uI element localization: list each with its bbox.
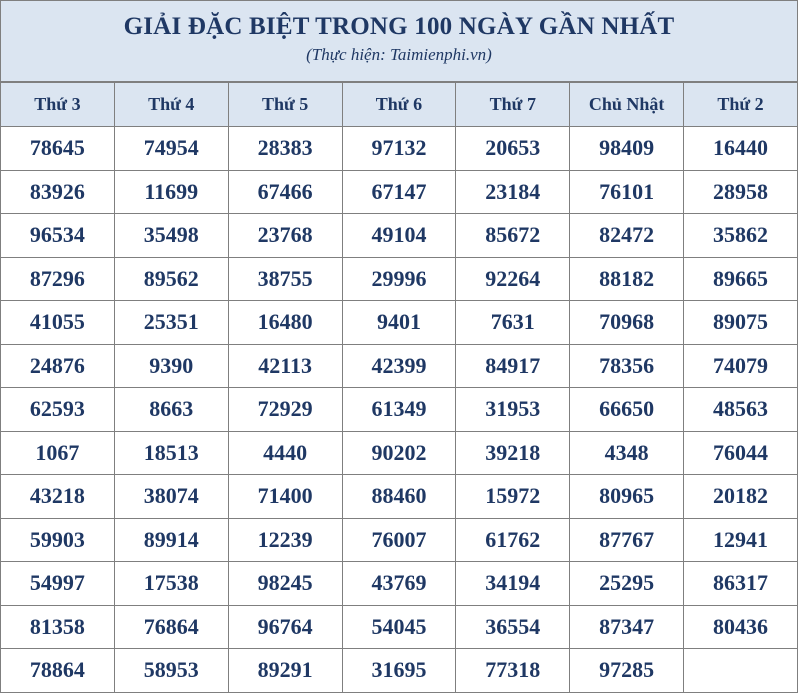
table-cell: 38755 xyxy=(228,257,342,301)
table-cell: 35498 xyxy=(114,214,228,258)
table-cell: 67147 xyxy=(342,170,456,214)
table-cell: 87296 xyxy=(1,257,115,301)
table-row xyxy=(1,344,798,388)
table-cell: 89914 xyxy=(114,518,228,562)
table-row xyxy=(1,257,798,301)
table-cell: 72929 xyxy=(228,388,342,432)
page-title: GIẢI ĐẶC BIỆT TRONG 100 NGÀY GẦN NHẤT xyxy=(123,13,675,40)
table-row xyxy=(1,518,798,562)
table-cell: 61762 xyxy=(456,518,570,562)
table-row xyxy=(1,214,798,258)
table-cell: 58953 xyxy=(114,649,228,693)
table-cell: 88460 xyxy=(342,475,456,519)
table-row xyxy=(1,605,798,649)
table-cell: 16440 xyxy=(684,127,798,171)
table-cell: 89291 xyxy=(228,649,342,693)
table-cell: 62593 xyxy=(1,388,115,432)
table-cell: 15972 xyxy=(456,475,570,519)
table-cell: 7631 xyxy=(456,301,570,345)
table-cell: 28958 xyxy=(684,170,798,214)
table-cell: 96534 xyxy=(1,214,115,258)
table-cell: 76101 xyxy=(570,170,684,214)
table-cell: 9390 xyxy=(114,344,228,388)
table-cell: 54997 xyxy=(1,562,115,606)
column-header-thu: Thứ 5 xyxy=(228,83,342,127)
column-header-sat: Thứ 7 xyxy=(456,83,570,127)
table-cell: 66650 xyxy=(570,388,684,432)
table-cell: 74079 xyxy=(684,344,798,388)
table-cell: 85672 xyxy=(456,214,570,258)
table-cell: 18513 xyxy=(114,431,228,475)
column-header-tue: Thứ 3 xyxy=(1,83,115,127)
table-cell: 31695 xyxy=(342,649,456,693)
table-cell: 87347 xyxy=(570,605,684,649)
table-cell: 49104 xyxy=(342,214,456,258)
table-cell: 82472 xyxy=(570,214,684,258)
table-row xyxy=(1,475,798,519)
table-cell: 38074 xyxy=(114,475,228,519)
table-cell: 23184 xyxy=(456,170,570,214)
table-row xyxy=(1,562,798,606)
title-banner xyxy=(0,0,798,82)
table-cell: 12239 xyxy=(228,518,342,562)
header-row xyxy=(1,83,798,127)
column-header-mon: Thứ 2 xyxy=(684,83,798,127)
table-cell: 12941 xyxy=(684,518,798,562)
table-cell: 89075 xyxy=(684,301,798,345)
table-row xyxy=(1,649,798,693)
table-cell: 97132 xyxy=(342,127,456,171)
table-cell: 4440 xyxy=(228,431,342,475)
table-cell: 86317 xyxy=(684,562,798,606)
table-row xyxy=(1,127,798,171)
table-cell: 59903 xyxy=(1,518,115,562)
table-cell: 48563 xyxy=(684,388,798,432)
table-cell: 42399 xyxy=(342,344,456,388)
table-cell: 77318 xyxy=(456,649,570,693)
table-cell: 74954 xyxy=(114,127,228,171)
column-header-wed: Thứ 4 xyxy=(114,83,228,127)
table-cell: 54045 xyxy=(342,605,456,649)
table-cell: 81358 xyxy=(1,605,115,649)
table-cell: 98409 xyxy=(570,127,684,171)
table-cell: 92264 xyxy=(456,257,570,301)
table-cell: 42113 xyxy=(228,344,342,388)
table-cell: 41055 xyxy=(1,301,115,345)
table-cell: 89665 xyxy=(684,257,798,301)
table-cell: 76044 xyxy=(684,431,798,475)
table-cell: 29996 xyxy=(342,257,456,301)
table-cell: 98245 xyxy=(228,562,342,606)
table-cell: 89562 xyxy=(114,257,228,301)
table-cell: 80965 xyxy=(570,475,684,519)
table-row xyxy=(1,431,798,475)
table-cell: 8663 xyxy=(114,388,228,432)
table-cell: 78645 xyxy=(1,127,115,171)
column-header-sun: Chủ Nhật xyxy=(570,83,684,127)
table-cell: 25351 xyxy=(114,301,228,345)
table-cell: 1067 xyxy=(1,431,115,475)
table-row xyxy=(1,301,798,345)
table-cell: 71400 xyxy=(228,475,342,519)
table-cell: 17538 xyxy=(114,562,228,606)
table-cell: 24876 xyxy=(1,344,115,388)
table-cell: 70968 xyxy=(570,301,684,345)
page-subtitle: (Thực hiện: Taimienphi.vn) xyxy=(306,45,492,64)
table-cell: 90202 xyxy=(342,431,456,475)
column-header-fri: Thứ 6 xyxy=(342,83,456,127)
table-cell: 31953 xyxy=(456,388,570,432)
table-cell: 43218 xyxy=(1,475,115,519)
table-cell: 88182 xyxy=(570,257,684,301)
table-cell: 39218 xyxy=(456,431,570,475)
table-cell: 61349 xyxy=(342,388,456,432)
table-row xyxy=(1,388,798,432)
table-cell: 78864 xyxy=(1,649,115,693)
table-cell: 84917 xyxy=(456,344,570,388)
table-cell: 20182 xyxy=(684,475,798,519)
table-cell: 83926 xyxy=(1,170,115,214)
table-cell: 76864 xyxy=(114,605,228,649)
table-cell: 34194 xyxy=(456,562,570,606)
table-cell: 28383 xyxy=(228,127,342,171)
table-cell: 20653 xyxy=(456,127,570,171)
table-cell: 9401 xyxy=(342,301,456,345)
table-cell: 4348 xyxy=(570,431,684,475)
table-cell: 87767 xyxy=(570,518,684,562)
table-cell: 11699 xyxy=(114,170,228,214)
table-cell: 96764 xyxy=(228,605,342,649)
table-cell: 76007 xyxy=(342,518,456,562)
results-table xyxy=(0,82,798,693)
table-cell: 80436 xyxy=(684,605,798,649)
table-cell: 78356 xyxy=(570,344,684,388)
table-row xyxy=(1,170,798,214)
table-cell xyxy=(684,649,798,693)
table-cell: 67466 xyxy=(228,170,342,214)
table-cell: 25295 xyxy=(570,562,684,606)
table-cell: 35862 xyxy=(684,214,798,258)
table-cell: 97285 xyxy=(570,649,684,693)
results-body xyxy=(1,127,798,693)
table-cell: 36554 xyxy=(456,605,570,649)
table-cell: 16480 xyxy=(228,301,342,345)
table-cell: 43769 xyxy=(342,562,456,606)
table-cell: 23768 xyxy=(228,214,342,258)
